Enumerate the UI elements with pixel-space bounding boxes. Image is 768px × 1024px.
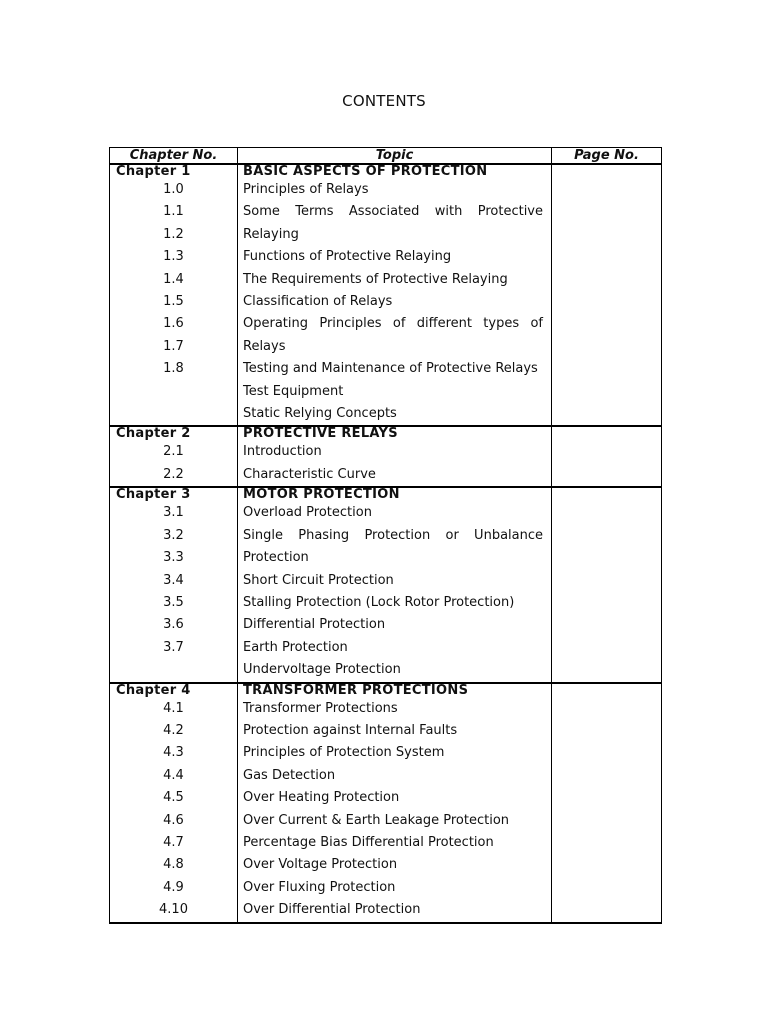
section-number: 2.1 xyxy=(110,441,238,463)
page-title: CONTENTS xyxy=(342,92,426,110)
section-topic: Characteristic Curve xyxy=(238,464,552,487)
chapter-label: Chapter 1 xyxy=(110,164,238,179)
section-topic: Principles of Relays xyxy=(238,179,552,201)
page-number-cell xyxy=(552,487,662,682)
section-topic: Test Equipment xyxy=(238,381,552,403)
section-number: 1.5 xyxy=(110,291,238,313)
section-number: 2.2 xyxy=(110,464,238,487)
chapter-no-header: Chapter No. xyxy=(110,148,238,165)
section-topic: The Requirements of Protective Relaying xyxy=(238,269,552,291)
section-number: 1.3 xyxy=(110,246,238,268)
chapter-heading-row xyxy=(110,487,662,502)
section-number: 3.4 xyxy=(110,570,238,592)
section-number: 4.1 xyxy=(110,698,238,720)
topic-header: Topic xyxy=(238,148,552,165)
section-number: 3.3 xyxy=(110,547,238,569)
header-row xyxy=(110,148,662,165)
section-number: 3.5 xyxy=(110,592,238,614)
page-number-cell xyxy=(552,426,662,487)
section-topic: Static Relying Concepts xyxy=(238,403,552,426)
section-number: 4.8 xyxy=(110,854,238,876)
chapter-label: Chapter 2 xyxy=(110,426,238,441)
section-topic: Functions of Protective Relaying xyxy=(238,246,552,268)
section-topic: Undervoltage Protection xyxy=(238,659,552,682)
section-topic: Single Phasing Protection or Unbalance Protection xyxy=(238,525,552,570)
section-topic: Some Terms Associated with Protective Relaying xyxy=(238,201,552,246)
section-topic: Over Heating Protection xyxy=(238,787,552,809)
chapter-block xyxy=(110,164,662,426)
section-number: 4.10 xyxy=(110,899,238,922)
section-number: 4.4 xyxy=(110,765,238,787)
section-topic: Over Fluxing Protection xyxy=(238,877,552,899)
section-topic: Stalling Protection (Lock Rotor Protection) xyxy=(238,592,552,614)
section-number: 1.2 xyxy=(110,224,238,246)
section-topic: Protection against Internal Faults xyxy=(238,720,552,742)
section-number: 1.7 xyxy=(110,336,238,358)
section-number xyxy=(110,659,238,682)
chapter-title: BASIC ASPECTS OF PROTECTION xyxy=(238,164,552,179)
section-topic: Testing and Maintenance of Protective Relays xyxy=(238,358,552,380)
chapter-title: PROTECTIVE RELAYS xyxy=(238,426,552,441)
section-number: 3.7 xyxy=(110,637,238,659)
section-topic: Transformer Protections xyxy=(238,698,552,720)
chapter-block xyxy=(110,487,662,682)
section-number: 3.2 xyxy=(110,525,238,547)
chapter-heading-row xyxy=(110,426,662,441)
contents-table xyxy=(109,147,662,924)
chapter-heading-row xyxy=(110,164,662,179)
chapter-title: MOTOR PROTECTION xyxy=(238,487,552,502)
section-number: 1.8 xyxy=(110,358,238,380)
section-topic: Differential Protection xyxy=(238,614,552,636)
section-number: 4.2 xyxy=(110,720,238,742)
section-topic: Over Current & Earth Leakage Protection xyxy=(238,810,552,832)
section-number: 4.6 xyxy=(110,810,238,832)
section-topic: Classification of Relays xyxy=(238,291,552,313)
chapter-heading-row xyxy=(110,683,662,698)
section-number xyxy=(110,381,238,403)
page-number-cell xyxy=(552,683,662,923)
section-number: 4.7 xyxy=(110,832,238,854)
section-topic: Over Voltage Protection xyxy=(238,854,552,876)
section-number: 1.1 xyxy=(110,201,238,223)
section-number: 4.9 xyxy=(110,877,238,899)
section-topic: Short Circuit Protection xyxy=(238,570,552,592)
section-number: 4.3 xyxy=(110,742,238,764)
section-number xyxy=(110,403,238,426)
section-topic: Overload Protection xyxy=(238,502,552,524)
section-topic: Gas Detection xyxy=(238,765,552,787)
section-topic: Principles of Protection System xyxy=(238,742,552,764)
section-topic: Over Differential Protection xyxy=(238,899,552,922)
section-number: 4.5 xyxy=(110,787,238,809)
section-topic: Earth Protection xyxy=(238,637,552,659)
page-number-cell xyxy=(552,164,662,426)
chapter-label: Chapter 3 xyxy=(110,487,238,502)
section-number: 1.4 xyxy=(110,269,238,291)
chapter-block xyxy=(110,426,662,487)
section-number: 1.0 xyxy=(110,179,238,201)
chapter-title: TRANSFORMER PROTECTIONS xyxy=(238,683,552,698)
section-topic: Introduction xyxy=(238,441,552,463)
section-number: 3.6 xyxy=(110,614,238,636)
section-number: 1.6 xyxy=(110,313,238,335)
chapter-block xyxy=(110,683,662,923)
table-header xyxy=(110,148,662,165)
section-topic: Percentage Bias Differential Protection xyxy=(238,832,552,854)
page-no-header: Page No. xyxy=(552,148,662,165)
chapter-label: Chapter 4 xyxy=(110,683,238,698)
section-number: 3.1 xyxy=(110,502,238,524)
section-topic: Operating Principles of different types of Relays xyxy=(238,313,552,358)
